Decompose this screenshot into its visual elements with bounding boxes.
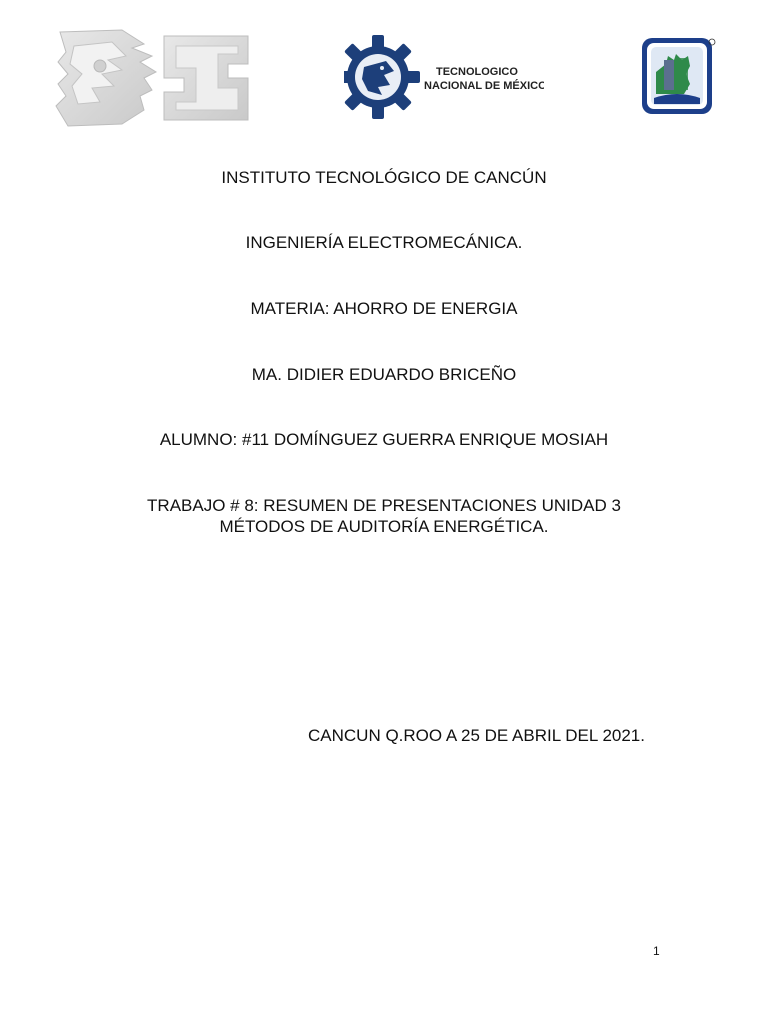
teacher-line: MA. DIDIER EDUARDO BRICEÑO <box>251 365 517 384</box>
career-name: INGENIERÍA ELECTROMECÁNICA. <box>245 233 523 252</box>
tecnm-logo-line2: NACIONAL DE MÉXICO <box>424 80 544 92</box>
work-title-line-1: TRABAJO # 8: RESUMEN DE PRESENTACIONES UNIDAD 3 <box>147 496 621 515</box>
tecnm-logo <box>344 33 544 121</box>
place-date-line: CANCUN Q.ROO A 25 DE ABRIL DEL 2021. <box>308 726 645 745</box>
sep-eagle-logo <box>52 26 254 130</box>
itc-cancun-logo <box>640 34 718 118</box>
work-title-line-2: MÉTODOS DE AUDITORÍA ENERGÉTICA. <box>219 517 549 536</box>
page-number: 1 <box>653 944 660 958</box>
institution-name: INSTITUTO TECNOLÓGICO DE CANCÚN <box>221 168 547 187</box>
tecnm-logo-line1: TECNOLOGICO <box>436 66 518 78</box>
subject-line: MATERIA: AHORRO DE ENERGIA <box>250 299 518 318</box>
student-line: ALUMNO: #11 DOMÍNGUEZ GUERRA ENRIQUE MOSIAH <box>159 430 609 449</box>
